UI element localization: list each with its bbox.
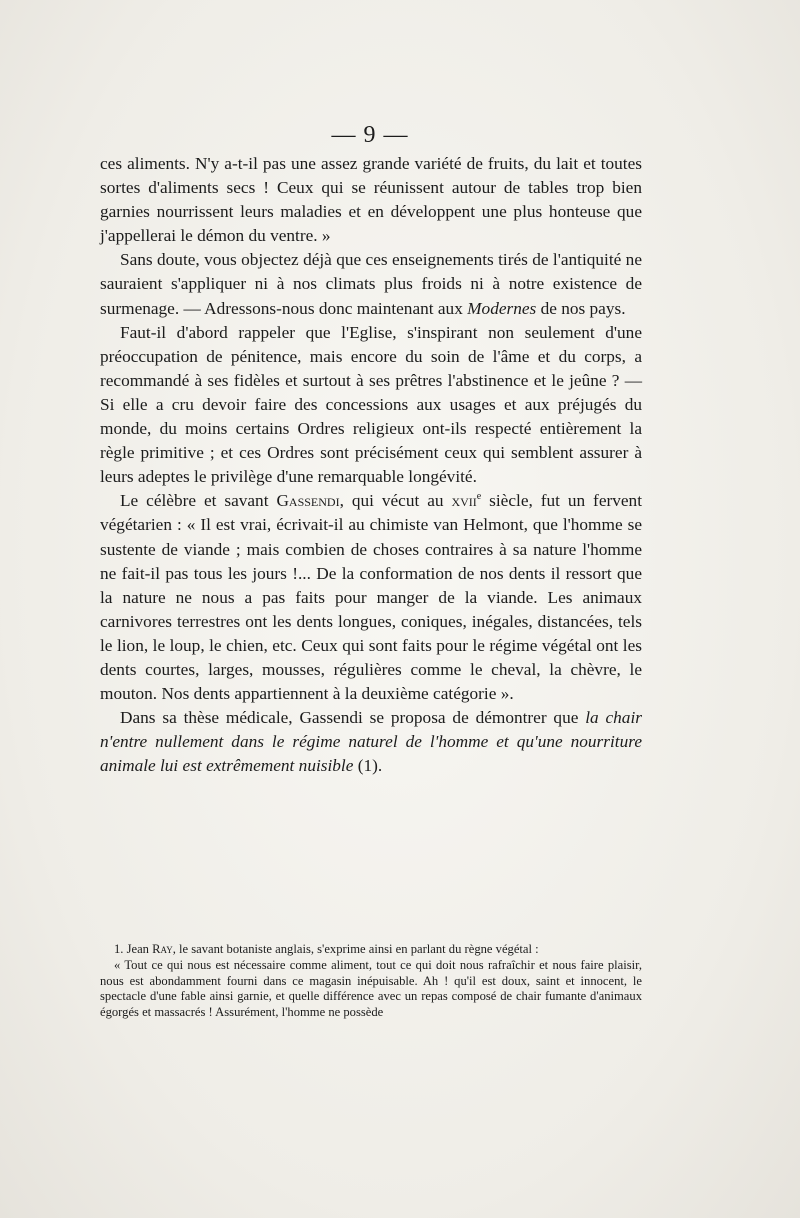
text-segment: xvii bbox=[451, 491, 477, 511]
text-segment: 1. Jean bbox=[114, 942, 153, 956]
text-segment: siècle, fut un fervent végétarien : « Il est vrai, écrivait-il au chimiste van Helmont, que l'homme se sustente de viande ; mais combien de choses contraires à sa nature l'homme ne fait-il pas tous les jours !... De la conformation de nos dents il ressort que la nature ne nous a pas faits pour manger de la viande. Les animaux carnivores terrestres ont les dents longues, coniques, inégales, distancées, tels le lion, le loup, le chien, etc. Ceux qui sont faits pour le régime végétal ont les dents courtes, larges, mousses, régulières comme le cheval, la chèvre, le mouton. Nos dents appartiennent à la deuxième catégorie ». bbox=[100, 491, 642, 704]
text-segment: (1). bbox=[353, 756, 383, 776]
text-segment: e bbox=[476, 491, 482, 503]
text-segment: de nos pays. bbox=[536, 298, 626, 318]
text-segment: « Tout ce qui nous est nécessaire comme aliment, tout ce qui doit nous rafraîchir et nous faire plaisir, nous est abondamment fourni dans ce magasin inépuisable. Ah ! qu'il est doux, saint et innocent, le spectacle d'une fable ainsi garnie, et quelle différence avec un repas composé de chair fumante d'animaux égorgés et massacrés ! Assurément, l'homme ne possède bbox=[100, 957, 642, 1020]
footnote bbox=[100, 942, 642, 958]
paragraph bbox=[100, 152, 642, 248]
page-number: — 9 — bbox=[331, 122, 409, 148]
footnote bbox=[100, 958, 642, 1021]
body-text bbox=[100, 152, 642, 778]
text-segment: Dans sa thèse médicale, Gassendi se proposa de démontrer que bbox=[120, 708, 586, 728]
text-segment: , qui vécut au bbox=[339, 491, 452, 511]
text-segment: ces aliments. N'y a-t-il pas une assez grande variété de fruits, du lait et toutes sortes d'aliments secs ! Ceux qui se réunissent autour de tables trop bien garnies nourrissent leurs maladies et en développent une plus honteuse que j'appellerai le démon du ventre. » bbox=[100, 154, 642, 246]
text-segment: Sans doute, vous objectez déjà que ces enseignements tirés de l'antiquité ne sauraient s'appliquer ni à nos climats plus froids ni à notre existence de surmenage. — Adressons-nous donc maintenant aux bbox=[100, 250, 642, 318]
paragraph bbox=[100, 489, 642, 706]
text-segment: Faut-il d'abord rappeler que l'Eglise, s'inspirant non seulement d'une préoccupation de pénitence, mais encore du soin de l'âme et du corps, a recommandé à ses fidèles et surtout à ses prêtres l'abstinence et le jeûne ? — Si elle a cru devoir faire des concessions aux usages et aux préjugés du monde, du moins certains Ordres religieux ont-ils respecté entièrement la règle primitive ; et ces Ordres sont précisément ceux qui semblent assurer à leurs adeptes le privilège d'une remarquable longévité. bbox=[100, 322, 642, 487]
paragraph bbox=[100, 248, 642, 320]
text-segment: Le célèbre et savant bbox=[120, 491, 277, 511]
paragraph bbox=[100, 706, 642, 778]
paragraph bbox=[100, 321, 642, 490]
text-segment: , le savant botaniste anglais, s'exprime ainsi en parlant du règne végétal : bbox=[172, 942, 539, 956]
text-segment: Ray bbox=[152, 942, 173, 956]
text-segment: Gassendi bbox=[276, 491, 340, 511]
footnotes bbox=[100, 942, 642, 1021]
text-segment: la chair n'entre nullement dans le régime naturel de l'homme et qu'une nourriture animale lui est extrêmement nuisible bbox=[100, 708, 642, 776]
text-segment: Modernes bbox=[467, 298, 537, 318]
